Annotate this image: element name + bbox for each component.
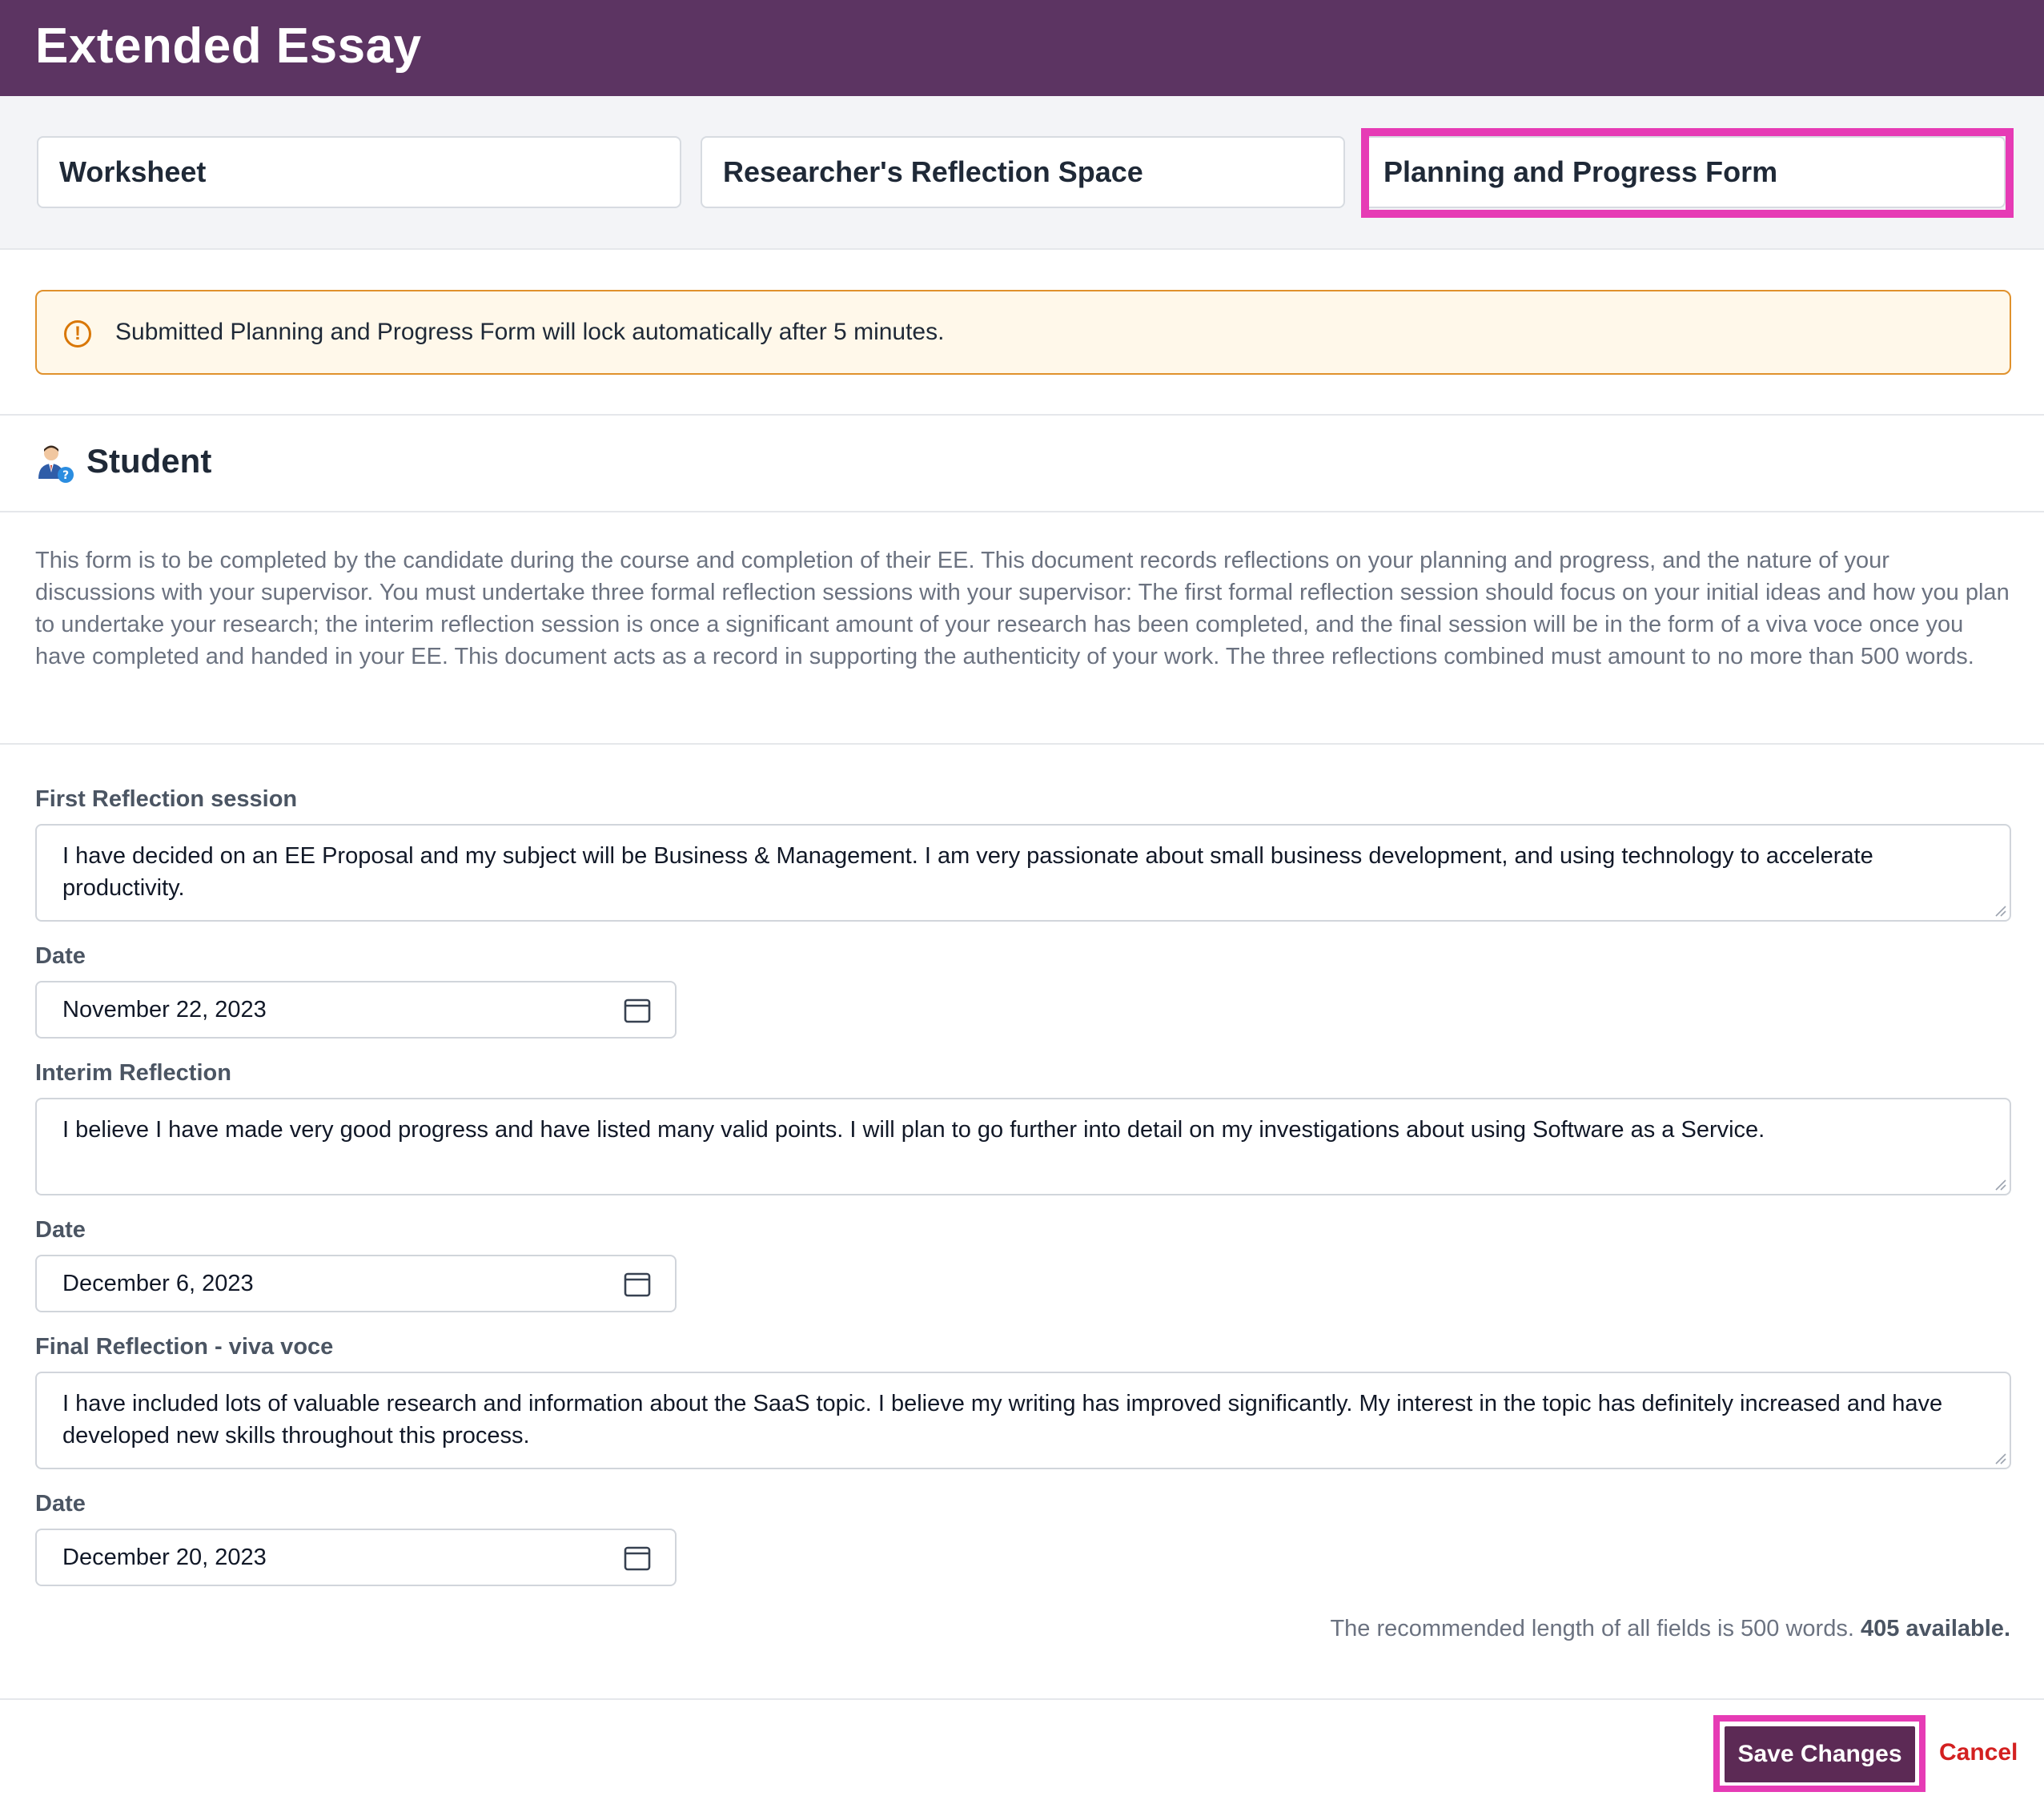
- interim-date-input[interactable]: [35, 1255, 677, 1312]
- final-date-value: December 20, 2023: [62, 1545, 267, 1570]
- interim-reflection-label: Interim Reflection: [35, 1060, 231, 1086]
- calendar-icon[interactable]: [624, 1545, 651, 1572]
- tab-planning-and-progress-form[interactable]: Planning and Progress Form: [1361, 136, 2006, 208]
- final-reflection-label: Final Reflection - viva voce: [35, 1334, 334, 1360]
- tab-worksheet[interactable]: Worksheet: [37, 136, 681, 208]
- resize-grip-icon[interactable]: [1994, 1178, 2006, 1191]
- first-date-value: November 22, 2023: [62, 997, 267, 1023]
- first-date-label: Date: [35, 943, 86, 969]
- divider: [0, 1698, 2044, 1700]
- alert-circle-icon: !: [64, 320, 91, 348]
- app-header: [0, 0, 2044, 96]
- resize-grip-icon[interactable]: [1994, 1452, 2006, 1464]
- svg-text:?: ?: [62, 469, 70, 482]
- tab-bar: [0, 96, 2044, 250]
- interim-date-label: Date: [35, 1217, 86, 1243]
- form-instructions: This form is to be completed by the candidate during the course and completion of their EE. This document records reflections on your planning and progress, and the nature of your discussions with your supervisor. You must undertake three formal reflection sessions with your supervisor: The first formal reflection session should focus on your initial ideas and how you plan to undertake your research; the interim reflection session is once a significant amount of your research has been completed, and the final session will be in the form of a viva voce once you have completed and handed in your EE. This document acts as a record in supporting the authenticity of your work. The three reflections combined must amount to no more than 500 words.: [35, 548, 2010, 669]
- first-date-input[interactable]: [35, 981, 677, 1039]
- save-changes-button[interactable]: Save Changes: [1725, 1726, 1915, 1782]
- divider: [0, 743, 2044, 745]
- interim-reflection-text: I believe I have made very good progress and have listed many valid points. I will plan to go further into detail on my investigations about using Software as a Service.: [62, 1117, 1765, 1143]
- first-reflection-textarea[interactable]: [35, 824, 2011, 922]
- page-title: Extended Essay: [35, 18, 422, 74]
- tab-researchers-reflection-space[interactable]: Researcher's Reflection Space: [701, 136, 1345, 208]
- final-date-input[interactable]: [35, 1529, 677, 1586]
- final-reflection-text: I have included lots of valuable research and information about the SaaS topic. I believe my writing has improved significantly. My interest in the topic has definitely increased and have developed new skills throughout this process.: [62, 1391, 1943, 1448]
- word-count-available: 405 available.: [1860, 1616, 2010, 1641]
- first-reflection-label: First Reflection session: [35, 786, 298, 812]
- section-title: Student: [86, 442, 212, 480]
- calendar-icon[interactable]: [624, 997, 651, 1024]
- lock-warning-alert: [35, 290, 2011, 375]
- word-count-text: The recommended length of all fields is 500 words.: [1330, 1616, 1854, 1641]
- interim-reflection-textarea[interactable]: [35, 1098, 2011, 1195]
- first-reflection-text: I have decided on an EE Proposal and my subject will be Business & Management. I am very passionate about small business development, and using technology to accelerate productivity.: [62, 843, 1873, 901]
- student-icon: [35, 444, 74, 484]
- word-count-note: [1330, 1616, 2010, 1642]
- divider: [0, 511, 2044, 512]
- cancel-link[interactable]: Cancel: [1939, 1739, 2018, 1766]
- alert-message: Submitted Planning and Progress Form will lock automatically after 5 minutes.: [115, 319, 945, 345]
- resize-grip-icon[interactable]: [1994, 904, 2006, 917]
- final-date-label: Date: [35, 1491, 86, 1517]
- interim-date-value: December 6, 2023: [62, 1271, 254, 1296]
- final-reflection-textarea[interactable]: [35, 1372, 2011, 1469]
- divider: [0, 414, 2044, 416]
- calendar-icon[interactable]: [624, 1271, 651, 1298]
